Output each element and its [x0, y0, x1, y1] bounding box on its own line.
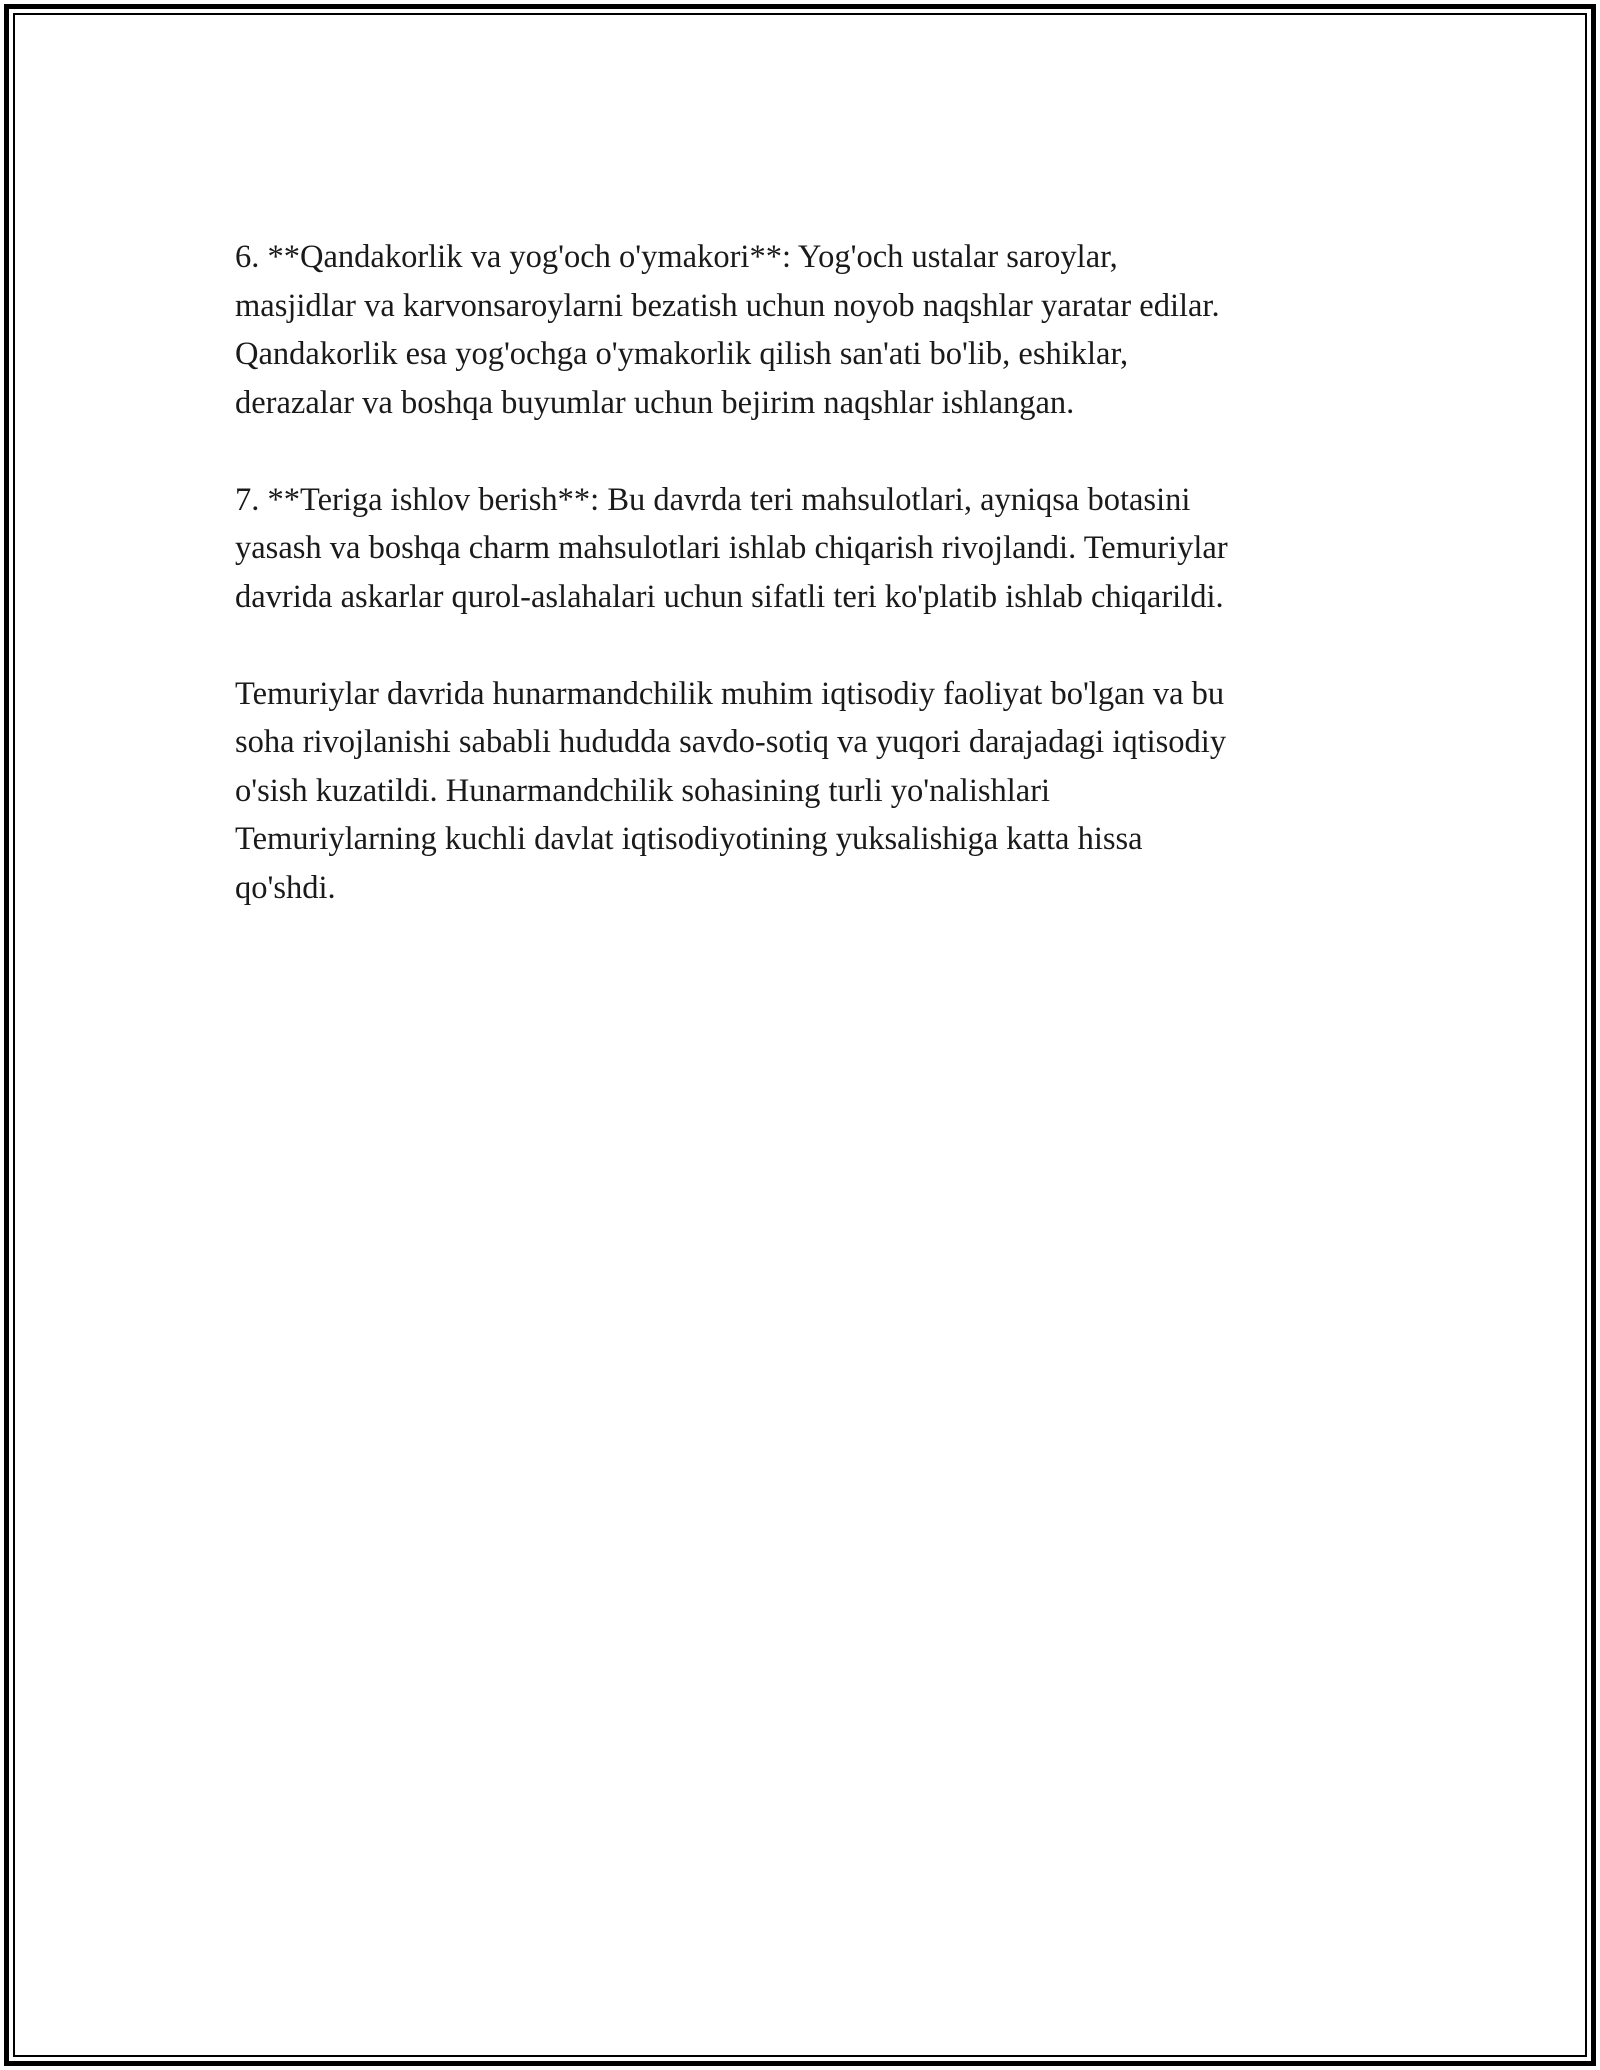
- text-line: qo'shdi.: [235, 869, 336, 906]
- text-line: 6. **Qandakorlik va yog'och o'ymakori**: Yog'och ustalar saroylar,: [235, 239, 1118, 275]
- text-line: Qandakorlik esa yog'ochga o'ymakorlik qilish san'ati bo'lib, eshiklar,: [235, 336, 1129, 372]
- text-line: masjidlar va karvonsaroylarni bezatish uchun noyob naqshlar yaratar edilar.: [235, 287, 1220, 324]
- paragraph-qandakorlik: [235, 233, 1375, 427]
- paragraph-conclusion: [235, 670, 1375, 913]
- text-line: soha rivojlanishi sababli hududda savdo-sotiq va yuqori darajadagi iqtisodiy: [235, 724, 1227, 760]
- text-line: derazalar va boshqa buyumlar uchun bejirim naqshlar ishlangan.: [235, 384, 1075, 421]
- text-line: Temuriylar davrida hunarmandchilik muhim iqtisodiy faoliyat bo'lgan va bu: [235, 675, 1225, 712]
- text-line: yasash va boshqa charm mahsulotlari ishlab chiqarish rivojlandi. Temuriylar: [235, 530, 1228, 566]
- document-body: [235, 233, 1375, 961]
- text-line: 7. **Teriga ishlov berish**: Bu davrda teri mahsulotlari, ayniqsa botasini: [235, 481, 1191, 518]
- text-line: Temuriylarning kuchli davlat iqtisodiyotining yuksalishiga katta hissa: [235, 821, 1143, 857]
- text-line: o'sish kuzatildi. Hunarmandchilik sohasining turli yo'nalishlari: [235, 772, 1051, 809]
- paragraph-teriga-ishlov: [235, 476, 1375, 622]
- text-line: davrida askarlar qurol-aslahalari uchun sifatli teri ko'platib ishlab chiqarildi.: [235, 578, 1224, 615]
